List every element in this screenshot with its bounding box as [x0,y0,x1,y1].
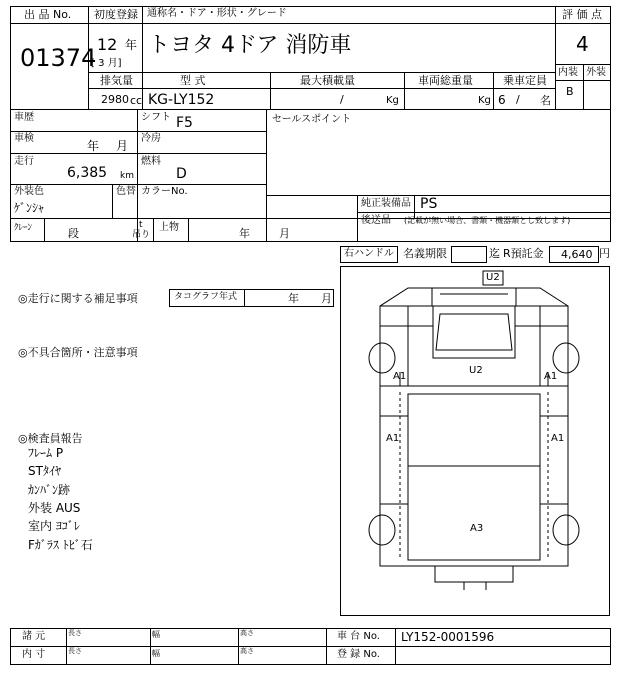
history-label: 車歴 [14,112,34,123]
reg-year-unit: 年 [125,38,138,52]
upper-label: 上物 [159,222,179,233]
defect-notes-label: ◎不具合箇所・注意事項 [18,346,138,359]
interior-grade-label: 内装 [558,67,578,78]
damage-mark: U2 [469,365,483,376]
chassis-label: 車 台 No. [337,631,380,642]
name-change-label: 名義期限 [403,247,447,260]
max-load-slash: / [340,93,344,106]
length-label: 長さ [68,647,82,655]
damage-mark: A1 [386,433,400,444]
tacho-year: 年 [288,292,299,305]
post-delivery-note: (記載が無い場合、書類・機器類とし致します) [404,216,571,225]
displacement-value: 2980 [101,93,129,106]
score-value: 4 [576,32,589,56]
first-reg-label: 初度登録 [94,8,138,21]
tacho-label: タコグラフ年式 [174,292,238,302]
recycle-unit: 円 [599,247,610,260]
inspector-line: ﾌﾚｰﾑ P [28,446,64,460]
genuine-equip-label: 純正装備品 [361,198,411,209]
inspection-month: 月 [116,139,129,153]
gross-weight-kg: Kg [478,95,491,106]
chassis-number: LY152-0001596 [401,630,495,644]
capacity-slash: / [516,93,520,106]
genuine-equip-value: PS [420,196,438,212]
crane-stage: 段 [68,227,79,240]
ext-color-label: 外装色 [14,186,44,197]
registration-label: 登 録 No. [337,649,380,660]
recycle-label: R預託金 [503,247,544,260]
score-label: 評 価 点 [562,8,602,21]
interior-grade: B [566,85,574,98]
inspector-line: STﾀｲﾔ [28,464,61,478]
tacho-month: 月 [321,292,332,305]
spec-label: 諸 元 [22,631,46,642]
max-load-kg: Kg [386,95,399,106]
inspection-year: 年 [87,139,100,153]
inspector-line: 外装 AUS [28,501,81,515]
exterior-grade-label: 外装 [586,67,606,78]
capacity-value: 6 [498,93,506,107]
damage-mark: A1 [551,433,565,444]
lot-label: 出 品 No. [24,8,72,21]
reg-month: [ 3 月] [91,58,122,69]
crane-hang: 吊り [132,230,151,240]
model-name-label: 通称名・ドア・形状・グレード [147,8,287,19]
height-label: 高さ [240,629,254,637]
length-label: 長さ [68,629,82,637]
lot-number: 01374 [20,44,97,72]
crane-label: ｸﾚｰﾝ [14,223,33,233]
width-label: 幅 [152,630,160,639]
recycle-value: 4,640 [561,248,593,261]
truck-diagram [340,266,610,616]
shift-value: F5 [176,115,193,131]
inspector-line: Fｶﾞﾗｽ ﾄﾋﾞ石 [28,538,93,552]
ext-color-value: ｹﾞﾝｼｬ [14,201,45,215]
interior-dim-label: 内 寸 [22,649,46,660]
post-delivery-label: 後送品 [361,215,391,226]
shift-label: シフト [141,112,171,123]
color-code-label: カラーNo. [141,186,188,197]
mileage-label: 走行 [14,156,34,167]
upper-month: 月 [279,227,290,240]
ac-label: 冷房 [141,133,161,144]
sales-point-label: セールスポイント [272,114,352,125]
mileage-unit: km [120,171,134,181]
capacity-unit: 名 [540,94,551,107]
damage-mark: U2 [486,272,500,283]
name-change-suffix: 迄 [489,247,500,260]
model-name: トヨタ 4ドア 消防車 [148,33,352,58]
driving-notes-label: ◎走行に関する補足事項 [18,292,138,305]
inspector-report-label: ◎検査員報告 [18,432,83,445]
gross-weight-label: 車両総重量 [418,74,473,87]
model-code-label: 型 式 [180,74,206,87]
damage-mark: A1 [393,371,407,382]
damage-mark: A1 [544,371,558,382]
name-change-box [451,246,487,263]
model-code-value: KG-LY152 [148,92,215,108]
reg-year: 12 [97,35,118,54]
color-change-label: 色替 [116,186,136,197]
inspector-line: 室内 ﾖｺﾞﾚ [28,519,80,533]
fuel-value: D [176,166,187,182]
capacity-label: 乗車定員 [503,74,547,87]
max-load-label: 最大積載量 [300,74,355,87]
steering-value: 右ハンドル [344,248,394,259]
inspection-label: 車検 [14,133,34,144]
displacement-label: 排気量 [100,74,133,87]
mileage-value: 6,385 [67,165,108,181]
fuel-label: 燃料 [141,156,161,167]
width-label: 幅 [152,649,160,658]
damage-mark: A3 [470,523,484,534]
upper-year: 年 [239,227,250,240]
height-label: 高さ [240,647,254,655]
inspector-line: ｶﾝﾊﾞﾝ跡 [28,483,71,497]
crane-t: t [139,220,143,230]
displacement-unit: cc [130,94,143,107]
